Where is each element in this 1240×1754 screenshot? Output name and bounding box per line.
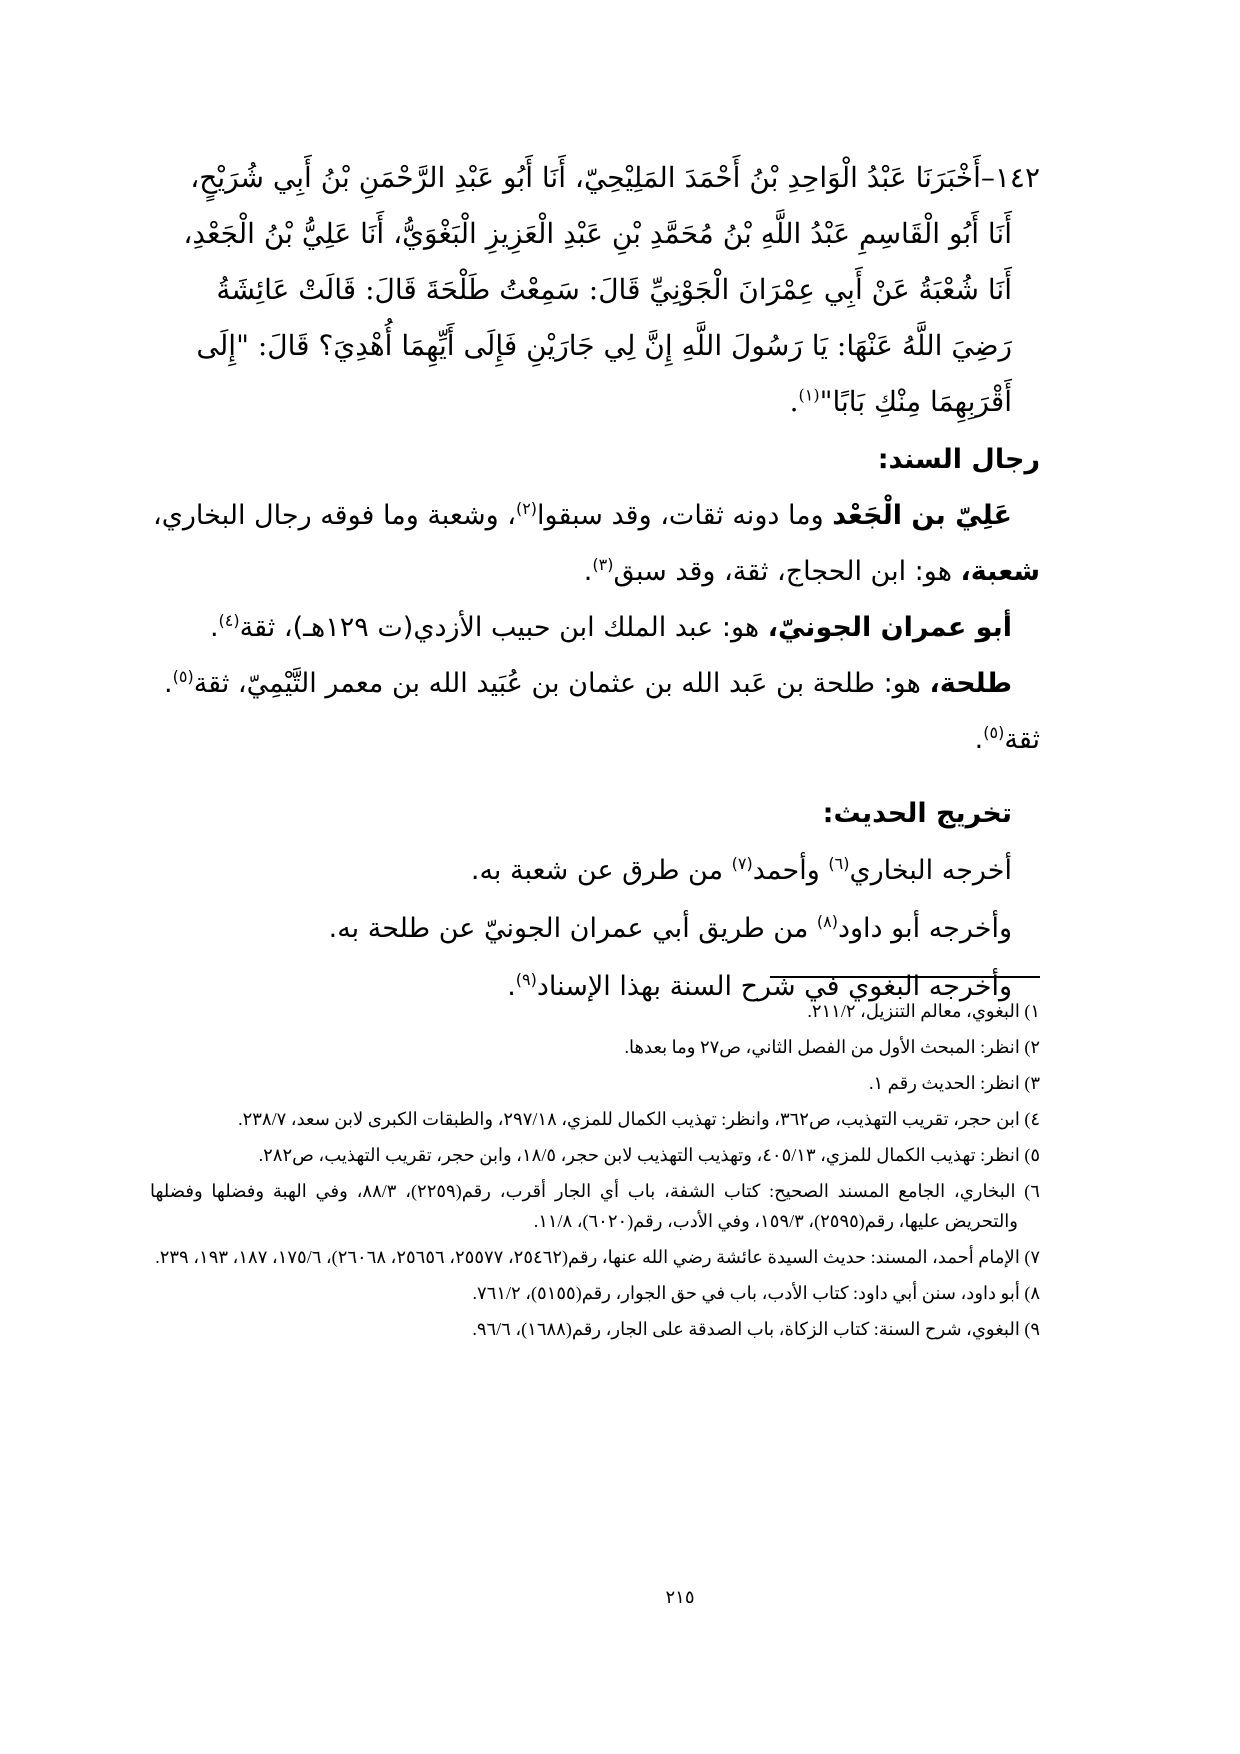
footnote-1: ١) البغوي، معالم التنزيل، ٢١١/٢. bbox=[807, 1001, 1040, 1021]
takhrij-body bbox=[150, 842, 1040, 1016]
footnote-5: ٥) انظر: تهذيب الكمال للمزي، ٤٠٥/١٣، وتهذيب التهذيب لابن حجر، ١٨/٥، وابن حجر، تقريب التهذيب، ص٢٨٢. bbox=[258, 1145, 1040, 1165]
footnote-2: ٢) انظر: المبحث الأول من الفصل الثاني، ص٢٧ وما بعدها. bbox=[624, 1037, 1040, 1057]
hadith-line-4: رَضِيَ اللَّهُ عَنْهَا: يَا رَسُولَ اللَّهِ إِنَّ لِي جَارَيْنِ فَإِلَى أَيِّهِمَا أُهْدِيَ؟ قَالَ: "إِلَى bbox=[196, 329, 1012, 362]
footnote-ref[interactable]: (٢) bbox=[515, 499, 538, 518]
hadith-number: ١٤٢– bbox=[980, 161, 1040, 194]
footnote-9: ٩) البغوي، شرح السنة: كتاب الزكاة، باب الصدقة على الجار، رقم(١٦٨٨)، ٩٦/٦. bbox=[472, 1319, 1040, 1339]
rijal-paragraph-3: أبو عمران الجونيّ، هو: عبد الملك ابن حبيب الأزدي(ت ١٢٩هـ)، ثقة$^{(٤)}$. bbox=[209, 611, 1012, 643]
footnote-ref[interactable]: (٨) bbox=[816, 912, 838, 931]
takhrij-line-1: أخرجه البخاري$^{(٦)}$ وأحمد$^{(٧)}$ من طرق عن شعبة به. bbox=[470, 854, 1012, 886]
footnote-6: ٦) البخاري، الجامع المسند الصحيح: كتاب الشفة، باب أي الجار أقرب، رقم(٢٢٥٩)، ٨٨/٣، وفي الهبة وفضلها وفضلها والتحريض عليها، رقم(٢٥٩٥)، ١٥٩/٣، وفي الأدب، رقم(٦٠٢٠)، ١١/٨. bbox=[150, 1181, 1040, 1231]
footnote-separator bbox=[770, 976, 1040, 978]
footnote-ref[interactable]: (٩) bbox=[515, 970, 537, 989]
document-page bbox=[150, 150, 1040, 1710]
hadith-line-1: ١٤٢–أَخْبَرَنَا عَبْدُ الْوَاحِدِ بْنُ أَحْمَدَ المَلِيْحِيّ، أَنَا أَبُو عَبْدِ الرَّحْمَنِ بْنُ أَبِي شُرَيْحٍ، bbox=[190, 161, 1040, 194]
narrator-name: شعبة، bbox=[960, 556, 1040, 587]
narrator-name: أبو عمران الجونيّ، bbox=[767, 612, 1012, 643]
footnote-ref[interactable]: (١) bbox=[798, 385, 820, 405]
takhrij-line-3: وأخرجه البغوي في شرح السنة بهذا الإسناد$^{(٩)}$. bbox=[507, 970, 1012, 1002]
narrator-name: عَلِيّ بن الْجَعْد bbox=[832, 500, 1012, 531]
hadith-line-5: أَقْرَبِهِمَا مِنْكِ بَابًا"$^{(١)}$. bbox=[789, 385, 1012, 418]
footnote-ref[interactable]: (٦) bbox=[828, 854, 850, 873]
footnote-3: ٣) انظر: الحديث رقم ١. bbox=[868, 1073, 1040, 1093]
footnote-ref[interactable]: (٥) bbox=[983, 723, 1005, 742]
footnote-8: ٨) أبو داود، سنن أبي داود: كتاب الأدب، باب في حق الجوار، رقم(٥١٥٥)، ٧٦١/٢. bbox=[472, 1283, 1040, 1303]
takhrij-line-2: وأخرجه أبو داود$^{(٨)}$ من طريق أبي عمران الجونيّ عن طلحة به. bbox=[328, 912, 1012, 944]
rijal-heading: رجال السند: bbox=[877, 444, 1040, 475]
hadith-line-2: أَنَا أَبُو الْقَاسِمِ عَبْدُ اللَّهِ بْنُ مُحَمَّدِ بْنِ عَبْدِ الْعَزِيزِ الْبَغْوَيُّ، أَنَا عَلِيُّ بْنُ الْجَعْدِ، bbox=[183, 217, 1012, 250]
hadith-line-3: أَنَا شُعْبَةُ عَنْ أَبِي عِمْرَانَ الْجَوْنِيِّ قَالَ: سَمِعْتُ طَلْحَةَ قَالَ: قَالَتْ عَائِشَةُ bbox=[216, 273, 1012, 306]
takhrij-heading: تخريج الحديث: bbox=[822, 798, 1012, 829]
rijal-paragraph-1: عَلِيّ بن الْجَعْد وما دونه ثقات، وقد سبقوا$^{(٢)}$، وشعبة وما فوقه رجال البخاري، bbox=[153, 499, 1012, 531]
footnote-4: ٤) ابن حجر، تقريب التهذيب، ص٣٦٢، وانظر: تهذيب الكمال للمزي، ٢٩٧/١٨، والطبقات الكبرى لابن سعد، ٢٣٨/٧. bbox=[238, 1109, 1040, 1129]
footnote-ref[interactable]: (٣) bbox=[592, 555, 614, 574]
rijal-paragraph-5: ثقة$^{(٥)}$. bbox=[974, 723, 1040, 755]
rijal-paragraph-4: طلحة، هو: طلحة بن عَبد الله بن عثمان بن عُبَيد الله بن معمر التَّيْمِيّ، ثقة$^{(٥)}$. bbox=[164, 667, 1012, 699]
footnote-7: ٧) الإمام أحمد، المسند: حديث السيدة عائشة رضي الله عنها، رقم(٢٥٤٦٢، ٢٥٥٧٧، ٢٥٦٥٦، ٢٦٠٦٨)، ١٧٥/٦، ١٨٧، ١٩٣، ٢٣٩. bbox=[155, 1247, 1040, 1267]
page-number: ٢١٥ bbox=[665, 1587, 695, 1607]
hadith-text bbox=[150, 150, 1040, 430]
narrator-name: طلحة، bbox=[929, 668, 1012, 699]
footnote-ref[interactable]: (٥) bbox=[172, 667, 194, 686]
rijal-paragraph-2: شعبة، هو: ابن الحجاج، ثقة، وقد سبق$^{(٣)}$. bbox=[583, 555, 1040, 587]
footnote-ref[interactable]: (٧) bbox=[731, 854, 753, 873]
footnote-ref[interactable]: (٤) bbox=[218, 611, 240, 630]
footnotes bbox=[150, 996, 1040, 1350]
